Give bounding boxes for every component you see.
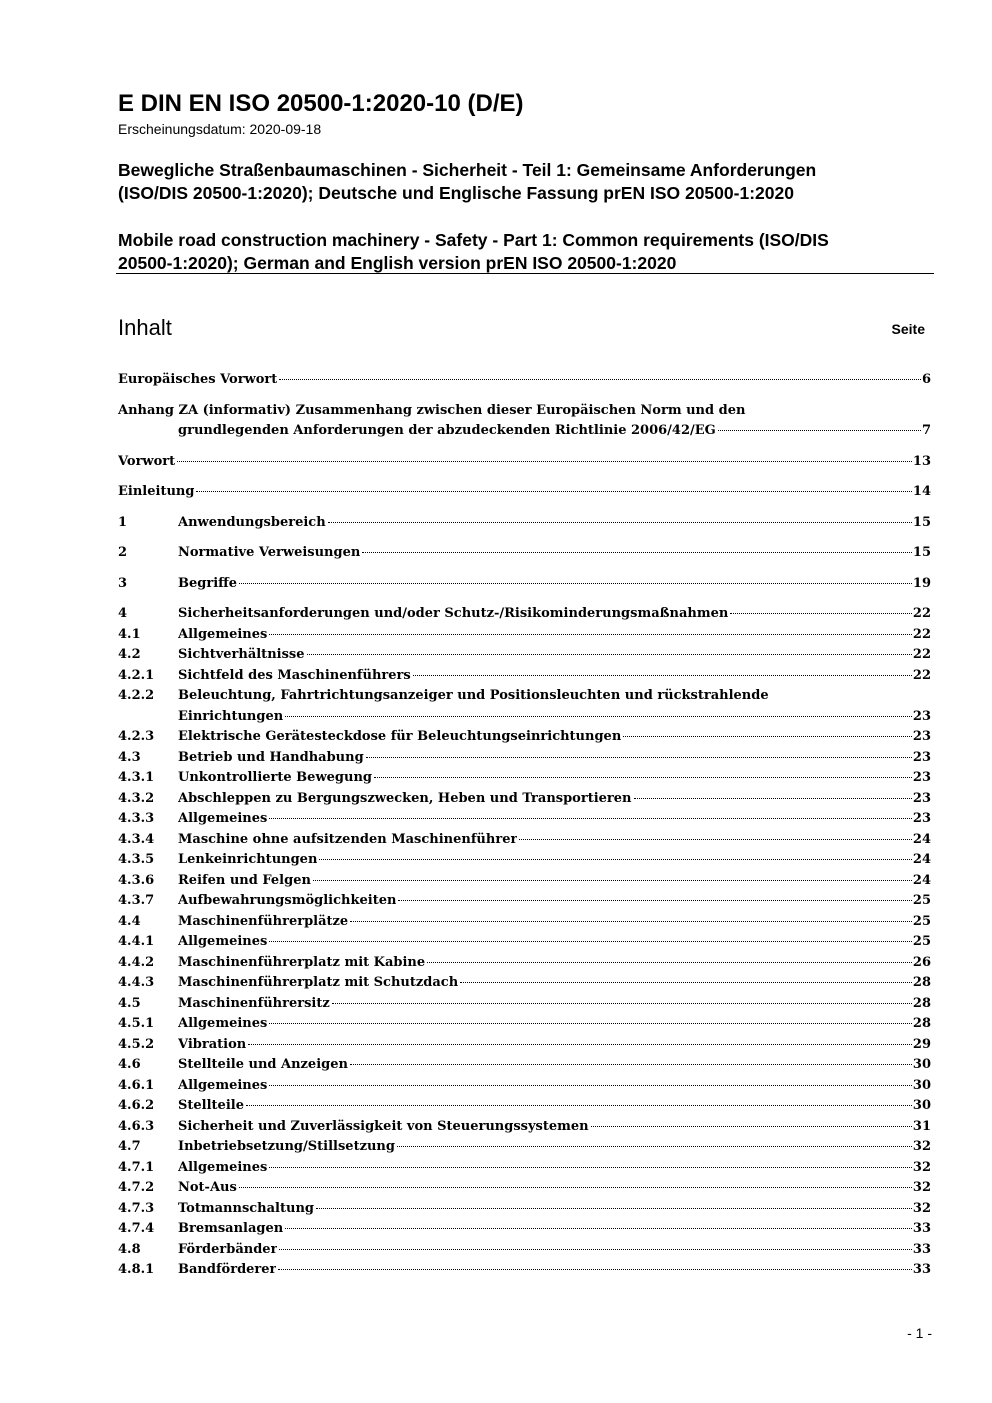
toc-entry-title: Allgemeines <box>178 626 268 642</box>
toc-entry-title: Begriffe <box>178 575 238 591</box>
toc-dot-leader <box>350 921 912 922</box>
toc-entry-page: 24 <box>912 852 931 867</box>
toc-entry[interactable] <box>118 953 931 974</box>
toc-dot-leader <box>269 1085 912 1086</box>
toc-dot-leader <box>397 1146 912 1147</box>
toc-dot-leader <box>269 1023 912 1024</box>
toc-entry-title: Förderbänder <box>178 1241 278 1257</box>
toc-entry-page: 15 <box>912 514 931 530</box>
toc-dot-leader <box>269 1167 912 1168</box>
toc-dot-leader <box>285 716 912 717</box>
toc-entry-title: Stellteile <box>178 1098 244 1113</box>
toc-entry-number: 4.2.1 <box>118 667 155 683</box>
toc-entry-number: 4.3.5 <box>118 852 155 867</box>
toc-entry-page: 30 <box>912 1077 931 1093</box>
toc-dot-leader <box>460 982 912 983</box>
page-number: - 1 - <box>907 1325 932 1341</box>
toc-entry-page: 22 <box>912 667 931 683</box>
toc-entry[interactable] <box>118 809 931 830</box>
toc-entry-page: 22 <box>912 626 931 642</box>
toc-dot-leader <box>427 962 912 963</box>
toc-entry-title: Einleitung <box>118 484 195 499</box>
toc-dot-leader <box>279 379 921 380</box>
toc-entry[interactable] <box>118 645 931 666</box>
toc-entry[interactable] <box>118 625 931 646</box>
toc-entry-title: Unkontrollierte Bewegung <box>178 770 372 785</box>
toc-entry-page: 32 <box>912 1180 931 1195</box>
toc-entry[interactable] <box>118 1096 931 1117</box>
table-of-contents <box>118 370 931 1281</box>
toc-dot-leader <box>307 654 912 655</box>
toc-entry[interactable] <box>118 912 931 933</box>
document-id: E DIN EN ISO 20500-1:2020-10 (D/E) <box>118 90 524 117</box>
toc-dot-leader <box>634 798 912 799</box>
toc-entry[interactable] <box>118 370 931 391</box>
toc-dot-leader <box>316 1208 912 1209</box>
toc-entry-title: Maschinenführersitz <box>178 995 330 1011</box>
toc-entry-page: 24 <box>912 872 931 888</box>
toc-entry[interactable] <box>118 574 931 595</box>
title-english-line: 20500-1:2020); German and English version prEN ISO 20500-1:2020 <box>118 253 677 273</box>
toc-entry-title: Europäisches Vorwort <box>118 372 278 387</box>
toc-entry-title: Betrieb und Handhabung <box>178 749 364 765</box>
toc-entry-page: 25 <box>912 913 931 929</box>
toc-entry-title: Not-Aus <box>178 1180 237 1195</box>
toc-entry-page: 30 <box>912 1098 931 1113</box>
toc-dot-leader <box>269 634 912 635</box>
toc-entry[interactable] <box>118 850 931 871</box>
title-german-line: Bewegliche Straßenbaumaschinen - Sicherheit - Teil 1: Gemeinsame Anforderungen <box>118 160 817 180</box>
toc-entry-title: Allgemeines <box>178 1016 268 1031</box>
toc-entry-number: 4.6.1 <box>118 1077 155 1093</box>
toc-entry-title: Allgemeines <box>178 811 268 826</box>
toc-dot-leader <box>278 1269 912 1270</box>
toc-entry-number: 4.6.3 <box>118 1118 155 1134</box>
toc-dot-leader <box>285 1228 912 1229</box>
toc-entry-title: Allgemeines <box>178 934 268 949</box>
toc-entry[interactable] <box>118 871 931 892</box>
toc-entry-title: Anwendungsbereich <box>178 514 326 530</box>
toc-entry-title: Bremsanlagen <box>178 1221 284 1236</box>
toc-entry-title: Sicherheit und Zuverlässigkeit von Steuerungssystemen <box>178 1118 589 1134</box>
toc-dot-leader <box>362 552 912 553</box>
toc-entry[interactable] <box>118 891 931 912</box>
toc-dot-leader <box>718 430 921 431</box>
toc-dot-leader <box>519 839 912 840</box>
toc-entry-title: Sichtfeld des Maschinenführers <box>178 667 411 683</box>
toc-entry-page: 28 <box>912 995 931 1011</box>
toc-entry-page: 32 <box>912 1200 931 1216</box>
title-english <box>118 229 938 275</box>
toc-entry-number: 4.4.1 <box>118 934 155 949</box>
toc-dot-leader <box>350 1064 912 1065</box>
toc-entry-number: 4.7.3 <box>118 1200 155 1216</box>
toc-entry-title: Maschinenführerplatz mit Kabine <box>178 954 426 970</box>
toc-entry[interactable] <box>118 1178 931 1199</box>
toc-dot-leader <box>413 675 912 676</box>
toc-entry-number: 1 <box>118 514 128 530</box>
toc-dot-leader <box>366 757 912 758</box>
toc-entry-number: 4.7.2 <box>118 1180 155 1195</box>
toc-entry-number: 4.1 <box>118 626 141 642</box>
toc-entry-number: 4.7.4 <box>118 1221 155 1236</box>
toc-entry-number: 4.3.6 <box>118 872 155 888</box>
toc-entry-title: Sichtverhältnisse <box>178 647 305 662</box>
toc-entry-number: 4.5 <box>118 995 141 1011</box>
toc-entry-number: 4 <box>118 606 128 621</box>
toc-entry-title: Beleuchtung, Fahrtrichtungsanzeiger und Positionsleuchten und rückstrahlende <box>178 688 769 703</box>
toc-entry-page: 29 <box>912 1036 931 1052</box>
toc-entry-page: 23 <box>912 770 931 785</box>
toc-entry-page: 30 <box>912 1057 931 1072</box>
toc-entry-page: 23 <box>912 811 931 826</box>
toc-entry-number: 4.6 <box>118 1057 141 1072</box>
toc-entry[interactable] <box>118 727 931 748</box>
toc-dot-leader <box>269 818 912 819</box>
toc-entry-number: 4.8.1 <box>118 1262 155 1277</box>
title-german <box>118 159 938 205</box>
toc-entry[interactable] <box>118 1260 931 1281</box>
toc-entry-number: 4.3.3 <box>118 811 155 826</box>
toc-dot-leader <box>246 1105 912 1106</box>
toc-entry[interactable] <box>118 789 931 810</box>
title-german-line: (ISO/DIS 20500-1:2020); Deutsche und Englische Fassung prEN ISO 20500-1:2020 <box>118 183 794 203</box>
toc-dot-leader <box>239 1187 912 1188</box>
toc-entry[interactable] <box>118 1014 931 1035</box>
toc-entry-number: 4.8 <box>118 1241 141 1257</box>
publication-date: Erscheinungsdatum: 2020-09-18 <box>118 121 322 137</box>
toc-dot-leader <box>269 941 912 942</box>
toc-entry-page: 24 <box>912 831 931 847</box>
toc-dot-leader <box>177 461 912 462</box>
toc-dot-leader <box>328 522 912 523</box>
toc-entry-number: 4.2.2 <box>118 688 155 703</box>
toc-entry-title: Vibration <box>178 1036 247 1052</box>
toc-entry-number: 2 <box>118 545 128 560</box>
toc-entry-page: 23 <box>912 729 931 744</box>
toc-entry[interactable] <box>118 973 931 994</box>
title-english-line: Mobile road construction machinery - Safety - Part 1: Common requirements (ISO/DIS <box>118 230 829 250</box>
toc-entry[interactable] <box>118 666 931 687</box>
toc-entry[interactable] <box>118 1240 931 1261</box>
toc-entry-page: 33 <box>912 1262 931 1277</box>
toc-dot-leader <box>332 1003 912 1004</box>
toc-entry-title: Abschleppen zu Bergungszwecken, Heben und Transportieren <box>178 790 632 806</box>
toc-entry-title: Maschinenführerplätze <box>178 913 349 929</box>
toc-dot-leader <box>279 1249 911 1250</box>
toc-entry-number: 4.2 <box>118 647 141 662</box>
toc-entry-page: 28 <box>912 975 931 990</box>
toc-entry-number: 3 <box>118 575 128 591</box>
toc-entry[interactable] <box>118 604 931 625</box>
toc-entry-title: Elektrische Gerätesteckdose für Beleuchtungseinrichtungen <box>178 729 622 744</box>
toc-entry-number: 4.4.3 <box>118 975 155 990</box>
toc-entry-title: Reifen und Felgen <box>178 872 311 888</box>
toc-dot-leader <box>319 859 911 860</box>
toc-entry[interactable] <box>118 401 931 442</box>
toc-entry[interactable] <box>118 1199 931 1220</box>
toc-entry[interactable] <box>118 686 931 727</box>
toc-entry-title: Maschine ohne aufsitzenden Maschinenführer <box>178 831 518 847</box>
toc-entry-page: 33 <box>912 1221 931 1236</box>
toc-entry[interactable] <box>118 1137 931 1158</box>
toc-dot-leader <box>239 583 912 584</box>
toc-entry-number: 4.7 <box>118 1139 141 1154</box>
toc-entry-title: Maschinenführerplatz mit Schutzdach <box>178 975 459 990</box>
toc-entry[interactable] <box>118 1055 931 1076</box>
toc-entry[interactable] <box>118 748 931 769</box>
toc-dot-leader <box>196 491 911 492</box>
toc-entry-title: Allgemeines <box>178 1077 268 1093</box>
toc-entry-number: 4.4 <box>118 913 141 929</box>
toc-entry-page: 33 <box>912 1241 931 1257</box>
toc-entry[interactable] <box>118 830 931 851</box>
toc-entry-title: Sicherheitsanforderungen und/oder Schutz-/Risikominderungsmaßnahmen <box>178 606 729 621</box>
toc-entry[interactable] <box>118 1076 931 1097</box>
toc-entry-page: 6 <box>921 372 931 387</box>
toc-heading: Inhalt <box>118 315 172 340</box>
toc-entry-title: Allgemeines <box>178 1159 268 1175</box>
toc-entry-number: 4.4.2 <box>118 954 155 970</box>
toc-entry[interactable] <box>118 543 931 564</box>
toc-dot-leader <box>623 736 912 737</box>
toc-dot-leader <box>374 777 912 778</box>
toc-entry[interactable] <box>118 768 931 789</box>
toc-entry-number: 4.5.1 <box>118 1016 155 1031</box>
toc-entry-title-continued: Einrichtungen <box>178 708 284 724</box>
toc-entry-page: 31 <box>912 1118 931 1134</box>
toc-entry-title: Totmannschaltung <box>178 1200 314 1216</box>
toc-entry-number: 4.3.4 <box>118 831 155 847</box>
toc-entry-page: 13 <box>912 453 931 469</box>
toc-dot-leader <box>591 1126 912 1127</box>
toc-entry-title: Bandförderer <box>178 1262 277 1277</box>
toc-entry-page: 22 <box>912 647 931 662</box>
toc-dot-leader <box>248 1044 912 1045</box>
toc-entry-page: 32 <box>912 1139 931 1154</box>
toc-entry-number: 4.6.2 <box>118 1098 155 1113</box>
toc-entry[interactable] <box>118 932 931 953</box>
toc-entry-page: 7 <box>921 423 931 438</box>
toc-entry-title: Inbetriebsetzung/Stillsetzung <box>178 1139 395 1154</box>
toc-entry-page: 25 <box>912 893 931 908</box>
toc-entry[interactable] <box>118 1219 931 1240</box>
toc-entry-page: 28 <box>912 1016 931 1031</box>
toc-entry[interactable] <box>118 1035 931 1056</box>
toc-entry[interactable] <box>118 1117 931 1138</box>
toc-entry-page: 19 <box>912 575 931 591</box>
toc-entry[interactable] <box>118 482 931 503</box>
toc-entry-title: Lenkeinrichtungen <box>178 852 318 867</box>
toc-entry-title: Stellteile und Anzeigen <box>178 1057 348 1072</box>
toc-entry[interactable] <box>118 994 931 1015</box>
toc-entry-number: 4.3.1 <box>118 770 155 785</box>
toc-entry[interactable] <box>118 1158 931 1179</box>
toc-entry-page: 23 <box>912 708 931 724</box>
toc-entry-page: 25 <box>912 934 931 949</box>
toc-entry-number: 4.7.1 <box>118 1159 155 1175</box>
toc-entry-page: 22 <box>912 606 931 621</box>
toc-entry-number: 4.2.3 <box>118 729 155 744</box>
toc-entry-page: 23 <box>912 790 931 806</box>
toc-entry-title: Vorwort <box>118 453 176 469</box>
toc-entry-page: 14 <box>912 484 931 499</box>
toc-entry-title-continued: grundlegenden Anforderungen der abzudeckenden Richtlinie 2006/42/EG <box>178 423 716 438</box>
toc-entry-page: 32 <box>912 1159 931 1175</box>
toc-entry[interactable] <box>118 452 931 473</box>
toc-entry-page: 26 <box>912 954 931 970</box>
toc-entry-page: 23 <box>912 749 931 765</box>
toc-entry-title: Aufbewahrungsmöglichkeiten <box>178 893 397 908</box>
toc-dot-leader <box>398 900 911 901</box>
header-divider <box>116 273 934 274</box>
toc-entry-page: 15 <box>912 545 931 560</box>
toc-dot-leader <box>313 880 912 881</box>
toc-entry[interactable] <box>118 513 931 534</box>
toc-dot-leader <box>730 613 912 614</box>
toc-entry-number: 4.3 <box>118 749 141 765</box>
toc-entry-number: 4.5.2 <box>118 1036 155 1052</box>
toc-entry-title: Anhang ZA (informativ) Zusammenhang zwischen dieser Europäischen Norm und den <box>118 402 746 418</box>
toc-page-label: Seite <box>891 321 925 337</box>
toc-entry-title: Normative Verweisungen <box>178 545 361 560</box>
toc-entry-number: 4.3.7 <box>118 893 155 908</box>
toc-entry-number: 4.3.2 <box>118 790 155 806</box>
